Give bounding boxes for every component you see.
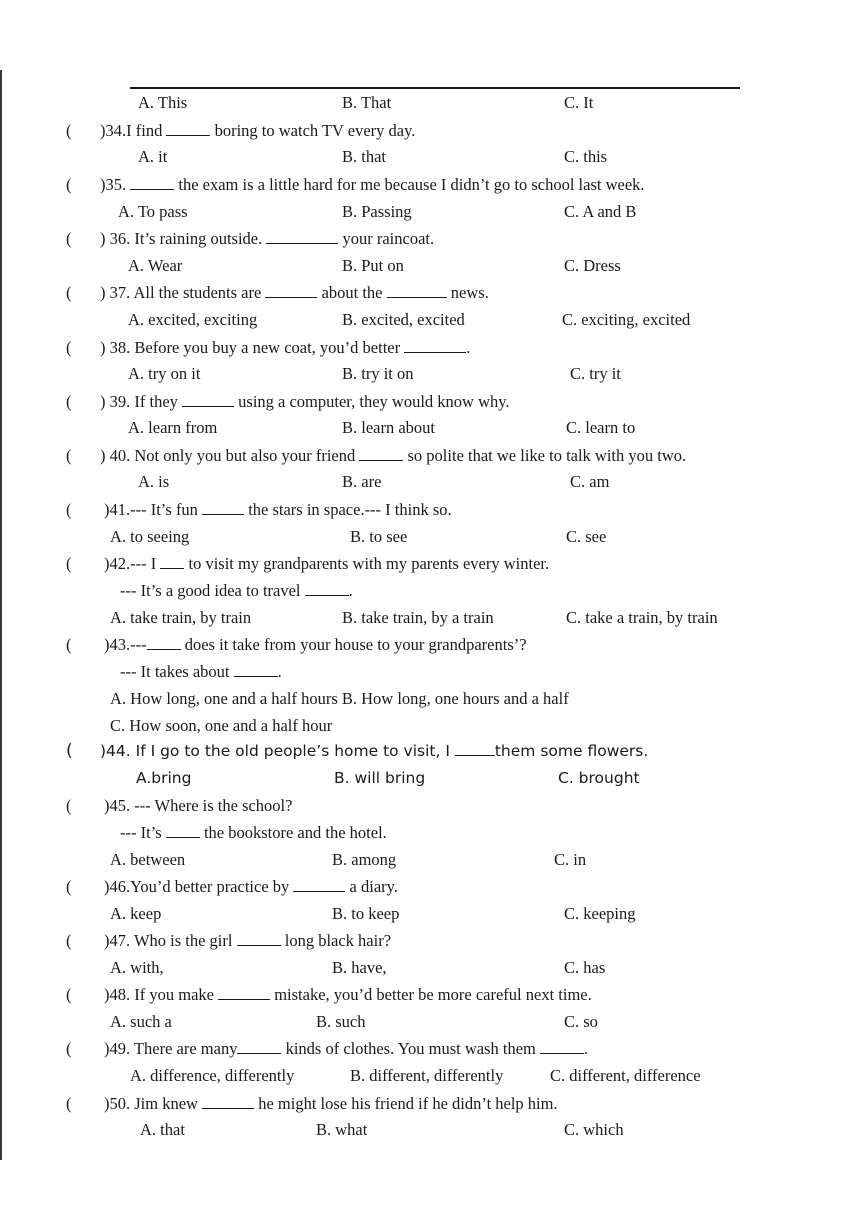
question-text-part: .	[277, 662, 282, 681]
question-text-part: ) 36. It’s raining outside.	[100, 229, 267, 248]
answer-option: A. between	[110, 850, 186, 869]
question-text-part: so polite that we like to talk with you two.	[403, 446, 687, 465]
answer-blank	[293, 877, 345, 892]
answer-blank	[130, 175, 174, 190]
question-text-part: C. How soon, one and a half hour	[110, 716, 333, 735]
answer-paren: (	[66, 931, 72, 950]
question-text-part: a diary.	[345, 877, 398, 896]
answer-blank	[234, 662, 278, 677]
answer-option: A. take train, by train	[110, 608, 252, 627]
answer-blank	[202, 500, 244, 515]
question-text	[100, 392, 510, 412]
question-text-part: about the	[317, 283, 387, 302]
question-text-part: )47. Who is the girl	[104, 931, 237, 950]
answer-option: C. am	[570, 472, 610, 491]
answer-paren: (	[66, 121, 72, 140]
question-text	[104, 635, 527, 655]
question-text-part: using a computer, they would know why.	[234, 392, 510, 411]
question-text-part: A. How long, one and a half hours B. How long, one hours and a half	[110, 689, 569, 708]
answer-blank	[218, 985, 270, 1000]
answer-option: B. that	[342, 147, 386, 166]
answer-blank	[404, 338, 466, 353]
answer-option: C. exciting, excited	[562, 310, 691, 329]
question-text	[104, 554, 549, 574]
answer-option: B. among	[332, 850, 397, 869]
answer-option: A.bring	[136, 769, 192, 787]
question-text-part: them some flowers.	[494, 742, 649, 760]
answer-option: A. with,	[110, 958, 164, 977]
answer-option: A. to seeing	[110, 527, 190, 546]
answer-option: C. so	[564, 1012, 598, 1031]
answer-paren: (	[66, 1094, 72, 1113]
answer-blank	[166, 823, 200, 838]
question-text-part: )49. There are many	[104, 1039, 238, 1058]
answer-option: C. It	[564, 93, 594, 112]
question-text-part: kinds of clothes. You must wash them	[281, 1039, 540, 1058]
answer-option: C. has	[564, 958, 606, 977]
question-text	[120, 662, 282, 682]
answer-option: C. try it	[570, 364, 621, 383]
answer-blank	[237, 931, 281, 946]
answer-blank	[305, 581, 349, 596]
question-text-part: ) 37. All the students are	[100, 283, 266, 302]
answer-option: B. different, differently	[350, 1066, 504, 1085]
question-text	[104, 796, 292, 816]
header-rule	[130, 87, 740, 89]
answer-option: B. are	[342, 472, 382, 491]
answer-paren: (	[66, 446, 72, 465]
answer-paren: (	[66, 554, 72, 573]
answer-option: B. will bring	[334, 769, 426, 787]
answer-option: B. excited, excited	[342, 310, 465, 329]
question-text	[100, 446, 686, 466]
question-text-part: mistake, you’d better be more careful next time.	[270, 985, 592, 1004]
answer-blank	[182, 392, 234, 407]
answer-option: C. learn to	[566, 418, 636, 437]
question-text	[104, 1039, 588, 1059]
answer-option: B. Put on	[342, 256, 404, 275]
answer-option: A. is	[138, 472, 170, 491]
question-text-part: the exam is a little hard for me because I didn’t go to school last week.	[174, 175, 645, 194]
question-text	[110, 716, 332, 736]
answer-paren: (	[66, 283, 72, 302]
answer-option: B. to see	[350, 527, 408, 546]
question-text-part: --- It takes about	[120, 662, 234, 681]
answer-option: C. keeping	[564, 904, 636, 923]
answer-option: A. keep	[110, 904, 162, 923]
question-text-part: .	[466, 338, 471, 357]
answer-option: A. This	[138, 93, 188, 112]
answer-option: C. which	[564, 1120, 624, 1139]
answer-blank	[237, 1039, 281, 1054]
question-text-part: does it take from your house to your grandparents’?	[180, 635, 527, 654]
answer-blank	[147, 635, 181, 650]
answer-paren: (	[66, 1039, 72, 1058]
answer-blank	[265, 283, 317, 298]
answer-blank	[166, 121, 210, 136]
question-text-part: --- It’s a good idea to travel	[120, 581, 305, 600]
question-text-part: .	[348, 581, 353, 600]
answer-paren: (	[66, 985, 72, 1004]
answer-blank	[540, 1039, 584, 1054]
question-text	[100, 229, 434, 249]
question-text	[120, 823, 387, 843]
question-text-part: )50. Jim knew	[104, 1094, 203, 1113]
question-text-part: )41.--- It’s fun	[104, 500, 203, 519]
answer-option: C. take a train, by train	[566, 608, 718, 627]
answer-option: C. different, difference	[550, 1066, 701, 1085]
answer-option: C. A and B	[564, 202, 637, 221]
question-text-part: )43.---	[104, 635, 147, 654]
question-text-part: to visit my grandparents with my parents every winter.	[184, 554, 550, 573]
question-text-part: he might lose his friend if he didn’t help him.	[254, 1094, 558, 1113]
question-text-part: )48. If you make	[104, 985, 219, 1004]
question-text-part: your raincoat.	[338, 229, 435, 248]
answer-option: A. try on it	[128, 364, 201, 383]
question-text-part: .	[583, 1039, 589, 1058]
answer-option: A. To pass	[118, 202, 188, 221]
question-text-part: )45. --- Where is the school?	[104, 796, 293, 815]
answer-paren: (	[66, 229, 72, 248]
answer-blank	[266, 229, 338, 244]
answer-option: A. Wear	[128, 256, 183, 275]
question-text	[100, 121, 415, 141]
answer-option: B. what	[316, 1120, 368, 1139]
question-text	[100, 175, 645, 195]
page-left-edge	[0, 70, 2, 1160]
answer-paren: (	[66, 741, 73, 761]
answer-paren: (	[66, 392, 72, 411]
answer-paren: (	[66, 796, 72, 815]
question-text-part: )42.--- I	[104, 554, 161, 573]
question-text	[104, 877, 398, 897]
answer-option: B. Passing	[342, 202, 412, 221]
question-text-part: ) 38. Before you buy a new coat, you’d better	[100, 338, 405, 357]
answer-paren: (	[66, 877, 72, 896]
answer-paren: (	[66, 500, 72, 519]
question-text	[120, 581, 353, 601]
answer-option: A. excited, exciting	[128, 310, 258, 329]
answer-paren: (	[66, 635, 72, 654]
question-text-part: long black hair?	[280, 931, 392, 950]
answer-option: B. to keep	[332, 904, 400, 923]
question-text-part: the stars in space.--- I think so.	[244, 500, 452, 519]
answer-option: B. take train, by a train	[342, 608, 494, 627]
answer-paren: (	[66, 175, 72, 194]
question-text	[100, 741, 648, 761]
question-text-part: ) 39. If they	[100, 392, 183, 411]
question-text-part: --- It’s	[120, 823, 166, 842]
answer-option: A. such a	[110, 1012, 172, 1031]
answer-option: C. this	[564, 147, 608, 166]
question-text-part: )44. If I go to the old people’s home to visit, I	[100, 742, 455, 760]
question-text	[100, 338, 470, 358]
answer-option: B. That	[342, 93, 392, 112]
question-text-part: news.	[446, 283, 489, 302]
answer-option: A. that	[140, 1120, 185, 1139]
question-text-part: )34.I find	[100, 121, 167, 140]
answer-option: B. have,	[332, 958, 387, 977]
question-text	[104, 500, 452, 520]
answer-option: A. difference, differently	[130, 1066, 295, 1085]
answer-blank	[160, 554, 184, 569]
answer-option: C. see	[566, 527, 607, 546]
answer-option: B. try it on	[342, 364, 414, 383]
question-text-part: boring to watch TV every day.	[210, 121, 416, 140]
answer-option: B. such	[316, 1012, 366, 1031]
question-text	[100, 283, 489, 303]
question-text-part: ) 40. Not only you but also your friend	[100, 446, 360, 465]
answer-paren: (	[66, 338, 72, 357]
question-text-part: the bookstore and the hotel.	[199, 823, 387, 842]
question-text	[104, 931, 391, 951]
answer-blank	[359, 446, 403, 461]
question-text	[104, 985, 592, 1005]
answer-blank	[387, 283, 447, 298]
question-text	[110, 689, 569, 709]
answer-blank	[455, 741, 495, 756]
answer-option: B. learn about	[342, 418, 436, 437]
answer-option: C. brought	[558, 769, 640, 787]
question-text-part: )46.You’d better practice by	[104, 877, 294, 896]
answer-option: C. Dress	[564, 256, 621, 275]
answer-blank	[202, 1094, 254, 1109]
question-text	[104, 1094, 558, 1114]
question-text-part: )35.	[100, 175, 131, 194]
answer-option: A. learn from	[128, 418, 218, 437]
answer-option: A. it	[138, 147, 168, 166]
answer-option: C. in	[554, 850, 587, 869]
